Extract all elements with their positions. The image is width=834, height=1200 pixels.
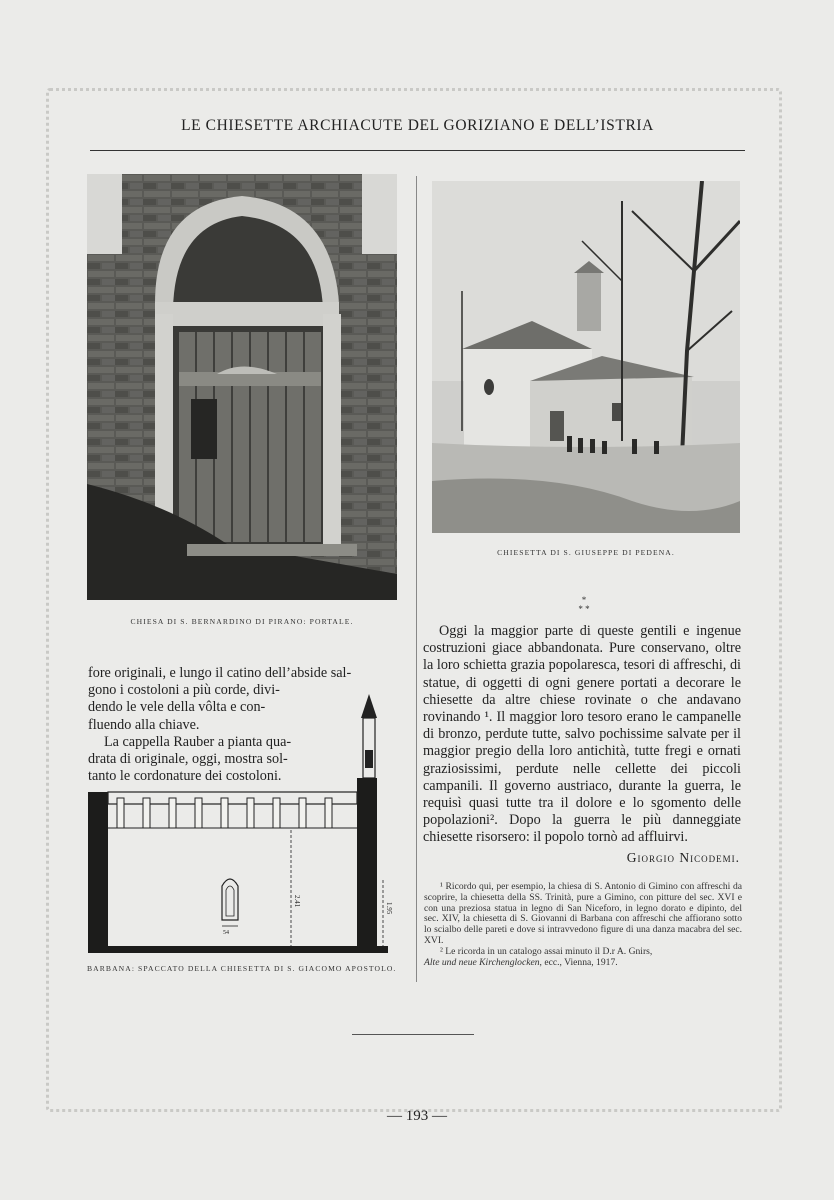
section-asterism: * * *: [578, 595, 590, 614]
column-divider: [416, 176, 417, 982]
caption-drawing-barbana: BARBANA: SPACCATO DELLA CHIESETTA DI S. GIACOMO APOSTOLO.: [87, 964, 397, 973]
left-p1-line-1: fore originali, e lungo il catino dell’abside sal-: [88, 665, 352, 681]
right-column-text: [423, 623, 741, 847]
footnote-2-title: Alte und neue Kirchenglocken: [424, 956, 540, 968]
left-p1-line-4: fluendo alla chiave.: [88, 716, 200, 733]
dimension-label-main: 2.41: [293, 895, 301, 908]
left-p1-line-3: dendo le vele della vôlta e con-: [88, 699, 266, 716]
dimension-label-door: 54: [223, 930, 229, 936]
footnotes: [424, 882, 742, 968]
footnote-2-text: ² Le ricorda in un catalogo assai minuto il D.r A. Gnirs,: [440, 945, 653, 957]
footnote-2: [424, 947, 742, 969]
left-p1-line-2: gono i costoloni a più corde, divi-: [88, 682, 280, 699]
footnote-2-tail: , ecc., Vienna, 1917.: [539, 956, 618, 968]
section-drawing-barbana: [85, 690, 405, 962]
end-rule: [352, 1034, 474, 1035]
left-p2-line-3: tanto le cordonature dei costoloni.: [88, 768, 282, 785]
running-header: LE CHIESETTE ARCHIACUTE DEL GORIZIANO E DELL’ISTRIA: [181, 117, 654, 134]
caption-chiesetta-pedena: CHIESETTA DI S. GIUSEPPE DI PEDENA.: [497, 548, 675, 557]
dimension-label-side: 1.95: [385, 902, 393, 915]
photo-chiesetta-pedena: [432, 181, 740, 533]
photo-portal-pirano: [87, 174, 397, 600]
author-signature: Giorgio Nicodemi.: [626, 850, 740, 865]
right-paragraph: Oggi la maggior parte di queste gentili e ingenue costruzioni giace abbandonata. Pure conservano, oltre la loro schietta grazia popolaresca, tesori di affreschi, di statue, di oggetti di ogni genere portati a decorare le chiesette da altre chiese rovinate o che andavano rovinando ¹. Il maggior loro tesoro erano le campanelle di bronzo, perdute tutte, salvo pochissime salvate per il maggior pregio della loro antichità, tutte fregi e ornati graziosissimi, perdute nelle cellette dei piccoli campanili. Il governo austriaco, durante la guerra, le requisì quasi tutte tra il dolore e lo sgomento delle popolazioni². Dopo la guerra le più danneggiate chiesette risorsero: il popolo tornò ad affluirvi.: [423, 623, 741, 846]
caption-portal-pirano: CHIESA DI S. BERNARDINO DI PIRANO: PORTALE.: [130, 617, 354, 626]
page-number: — 193 —: [387, 1108, 447, 1124]
left-p2-line-2: drata di originale, oggi, mostra sol-: [88, 751, 288, 768]
left-p2-line-1: La cappella Rauber a pianta qua-: [104, 733, 292, 750]
footnote-1: ¹ Ricordo qui, per esempio, la chiesa di S. Antonio di Gimino con affreschi da scoprire, la chiesetta della SS. Trinità, pure a Gimino, con pitture del sec. XVI e con una preziosa statua in legno di San Niceforo, in legno dorato e dipinto, del sec. XIV, la chiesetta di S. Giovanni di Barbana con affreschi che affiorano sotto lo scialbo delle pareti e dove si intravvedono figure di una danza macabra del sec. XVI.: [424, 881, 742, 946]
header-rule: [90, 150, 745, 151]
